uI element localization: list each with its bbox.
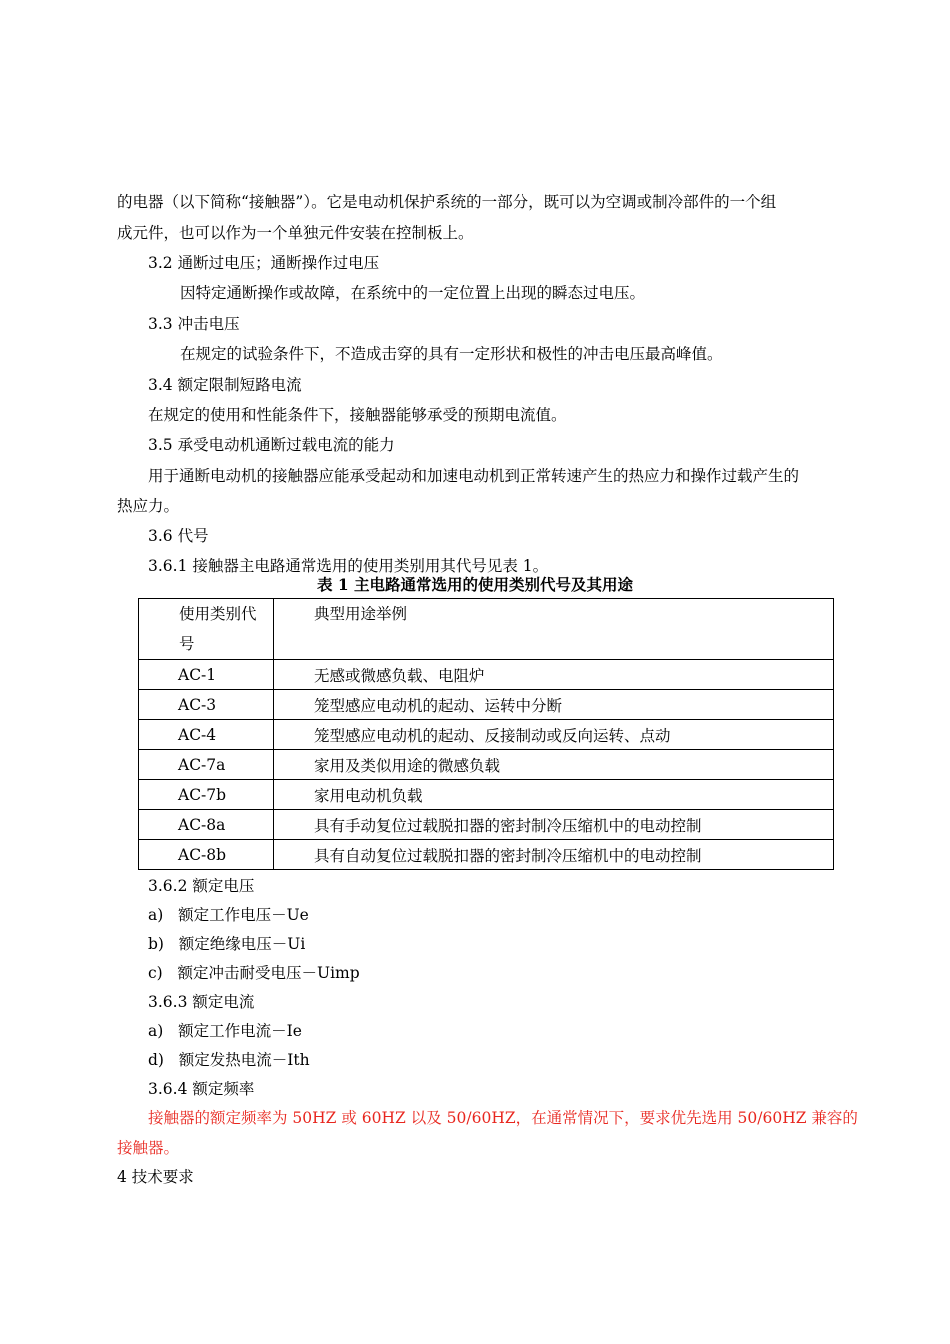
table-row xyxy=(139,780,834,810)
cell-code: AC-8a xyxy=(139,810,274,840)
table-caption: 表 1 主电路通常选用的使用类别代号及其用途 xyxy=(316,575,634,594)
section-heading-3-6-3: 3.6.3 额定电流 xyxy=(148,993,255,1011)
usage-category-table xyxy=(138,598,834,870)
section-heading-3-4: 3.4 额定限制短路电流 xyxy=(148,376,302,394)
list-item: a) 额定工作电压－Ue xyxy=(148,906,309,924)
section-heading-3-6-1: 3.6.1 接触器主电路通常选用的使用类别用其代号见表 1。 xyxy=(148,557,549,575)
cell-use: 无感或微感负载、电阻炉 xyxy=(274,660,834,690)
table-row xyxy=(139,660,834,690)
section-heading-3-6: 3.6 代号 xyxy=(148,527,209,545)
cell-use: 具有自动复位过载脱扣器的密封制冷压缩机中的电动控制 xyxy=(274,840,834,870)
header-use-label: 典型用途举例 xyxy=(314,605,408,623)
header-code-label: 使用类别代号 xyxy=(179,605,257,653)
cell-use: 家用及类似用途的微感负载 xyxy=(274,750,834,780)
table-row xyxy=(139,720,834,750)
list-item: d) 额定发热电流－Ith xyxy=(148,1051,310,1069)
list-item: c) 额定冲击耐受电压－Uimp xyxy=(148,964,360,982)
paragraph-line: 在规定的使用和性能条件下，接触器能够承受的预期电流值。 xyxy=(148,406,567,424)
paragraph-line: 的电器（以下简称“接触器”）。它是电动机保护系统的一部分，既可以为空调或制冷部件的一个组 xyxy=(117,193,777,211)
header-cell-use xyxy=(274,599,834,660)
section-heading-4: 4 技术要求 xyxy=(117,1168,194,1186)
table-header-row xyxy=(139,599,834,660)
table-row xyxy=(139,750,834,780)
cell-use: 笼型感应电动机的起动、运转中分断 xyxy=(274,690,834,720)
cell-code: AC-1 xyxy=(139,660,274,690)
paragraph-line: 在规定的试验条件下，不造成击穿的具有一定形状和极性的冲击电压最高峰值。 xyxy=(180,345,723,363)
highlighted-paragraph-line: 接触器的额定频率为 50HZ 或 60HZ 以及 50/60HZ，在通常情况下，要求优先选用 50/60HZ 兼容的 xyxy=(148,1109,858,1127)
section-heading-3-2: 3.2 通断过电压；通断操作过电压 xyxy=(148,254,380,272)
section-heading-3-6-4: 3.6.4 额定频率 xyxy=(148,1080,255,1098)
list-item: a) 额定工作电流－Ie xyxy=(148,1022,302,1040)
list-item: b) 额定绝缘电压－Ui xyxy=(148,935,306,953)
cell-code: AC-8b xyxy=(139,840,274,870)
cell-code: AC-7a xyxy=(139,750,274,780)
paragraph-line: 成元件，也可以作为一个单独元件安装在控制板上。 xyxy=(117,224,474,242)
paragraph-line: 热应力。 xyxy=(117,497,180,515)
cell-code: AC-7b xyxy=(139,780,274,810)
table-row xyxy=(139,840,834,870)
paragraph-line: 因特定通断操作或故障，在系统中的一定位置上出现的瞬态过电压。 xyxy=(180,284,646,302)
cell-use: 家用电动机负载 xyxy=(274,780,834,810)
table-row xyxy=(139,810,834,840)
section-heading-3-6-2: 3.6.2 额定电压 xyxy=(148,877,255,895)
cell-code: AC-3 xyxy=(139,690,274,720)
paragraph-line: 用于通断电动机的接触器应能承受起动和加速电动机到正常转速产生的热应力和操作过载产生的 xyxy=(148,467,800,485)
cell-use: 具有手动复位过载脱扣器的密封制冷压缩机中的电动控制 xyxy=(274,810,834,840)
table-row xyxy=(139,690,834,720)
cell-use: 笼型感应电动机的起动、反接制动或反向运转、点动 xyxy=(274,720,834,750)
cell-code: AC-4 xyxy=(139,720,274,750)
highlighted-paragraph-line: 接触器。 xyxy=(117,1139,180,1157)
header-cell-code xyxy=(139,599,274,660)
section-heading-3-5: 3.5 承受电动机通断过载电流的能力 xyxy=(148,436,395,454)
section-heading-3-3: 3.3 冲击电压 xyxy=(148,315,240,333)
